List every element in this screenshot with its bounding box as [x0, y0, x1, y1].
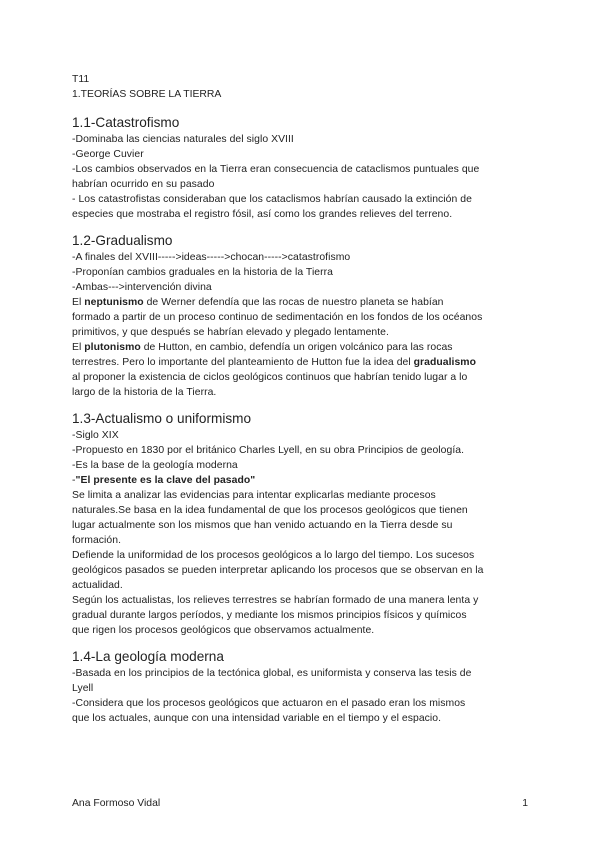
text-run: - — [72, 475, 76, 486]
paragraph-line: -Considera que los procesos geológicos que actuaron en el pasado eran los mismos — [72, 698, 466, 709]
paragraph-line: actualidad. — [72, 580, 123, 591]
paragraph-line: -Proponían cambios graduales en la historia de la Tierra — [72, 267, 333, 278]
text-run: El — [72, 297, 85, 308]
paragraph-line: Defiende la uniformidad de los procesos geológicos a lo largo del tiempo. Los sucesos — [72, 550, 475, 561]
paragraph-line: habrían ocurrido en su pasado — [72, 179, 215, 190]
paragraph-line: gradual durante largos períodos, y mediante los mismos principios físicos y químicos — [72, 610, 467, 621]
paragraph-line: largo de la historia de la Tierra. — [72, 387, 217, 398]
paragraph-line: especies que mostraba el registro fósil, así como los grandes relieves del terreno. — [72, 209, 453, 220]
paragraph-line — [72, 473, 528, 488]
paragraph-line — [72, 340, 528, 355]
text-run: El — [72, 342, 85, 353]
paragraph-line: -Basada en los principios de la tectónica global, es uniformista y conserva las tesis de — [72, 668, 472, 679]
text-run: terrestres. Pero lo importante del planteamiento de Hutton fue la idea del — [72, 357, 414, 368]
footer-author: Ana Formoso Vidal — [72, 798, 161, 809]
section-heading-actualismo: 1.3-Actualismo o uniformismo — [72, 411, 252, 426]
paragraph-line: -George Cuvier — [72, 149, 144, 160]
paragraph-line: que rigen los procesos geológicos que observamos actualmente. — [72, 625, 375, 636]
page-footer — [72, 796, 528, 811]
text-run: de Werner defendía que las rocas de nuestro planeta se habían — [143, 297, 444, 308]
text-run: de Hutton, en cambio, defendía un origen volcánico para las rocas — [140, 342, 453, 353]
paragraph-line: formación. — [72, 535, 122, 546]
paragraph-line: Según los actualistas, los relieves terrestres se habrían formado de una manera lenta y — [72, 595, 479, 606]
paragraph-line: -Ambas--->intervención divina — [72, 282, 212, 293]
paragraph-line: -A finales del XVIII----->ideas----->chocan----->catastrofismo — [72, 252, 351, 263]
paragraph-line: formado a partir de un proceso continuo de sedimentación en los fondos de los océanos — [72, 312, 483, 323]
paragraph-line: lugar actualmente son los mismos que han venido actuando en la Tierra desde su — [72, 520, 453, 531]
paragraph-line: -Dominaba las ciencias naturales del siglo XVIII — [72, 134, 294, 145]
paragraph-line — [72, 355, 528, 370]
document-page — [72, 72, 528, 726]
bold-term-plutonismo: plutonismo — [84, 342, 141, 353]
paragraph-line: naturales.Se basa en la idea fundamental de que los procesos geológicos que tienen — [72, 505, 468, 516]
bold-term-neptunismo: neptunismo — [84, 297, 144, 308]
paragraph-line: -Siglo XIX — [72, 430, 119, 441]
doc-code: T11 — [72, 74, 90, 85]
paragraph-line: -Es la base de la geología moderna — [72, 460, 238, 471]
paragraph-line: -Propuesto en 1830 por el británico Charles Lyell, en su obra Principios de geología. — [72, 445, 465, 456]
paragraph-line: - Los catastrofistas consideraban que los cataclismos habrían causado la extinción de — [72, 194, 472, 205]
paragraph-line: -Los cambios observados en la Tierra eran consecuencia de cataclismos puntuales que — [72, 164, 480, 175]
paragraph-line: primitivos, y que después se habrían elevado y plegado lentamente. — [72, 327, 389, 338]
paragraph-line: al proponer la existencia de ciclos geológicos continuos que habrían tenido lugar a lo — [72, 372, 468, 383]
section-heading-catastrofismo: 1.1-Catastrofismo — [72, 115, 180, 130]
paragraph-line — [72, 295, 528, 310]
paragraph-line: Se limita a analizar las evidencias para intentar explicarlas mediante procesos — [72, 490, 436, 501]
paragraph-line: Lyell — [72, 683, 94, 694]
section-heading-gradualismo: 1.2-Gradualismo — [72, 233, 173, 248]
paragraph-line: geológicos pasados se pueden interpretar aplicando los procesos que se observan en la — [72, 565, 484, 576]
section-heading-geologia-moderna: 1.4-La geología moderna — [72, 649, 224, 664]
bold-quote: "El presente es la clave del pasado" — [75, 475, 256, 486]
page-number: 1 — [522, 798, 528, 809]
bold-term-gradualismo: gradualismo — [413, 357, 476, 368]
paragraph-line: que los actuales, aunque con una intensidad variable en el tiempo y el espacio. — [72, 713, 442, 724]
doc-title: 1.TEORÍAS SOBRE LA TIERRA — [72, 89, 222, 100]
